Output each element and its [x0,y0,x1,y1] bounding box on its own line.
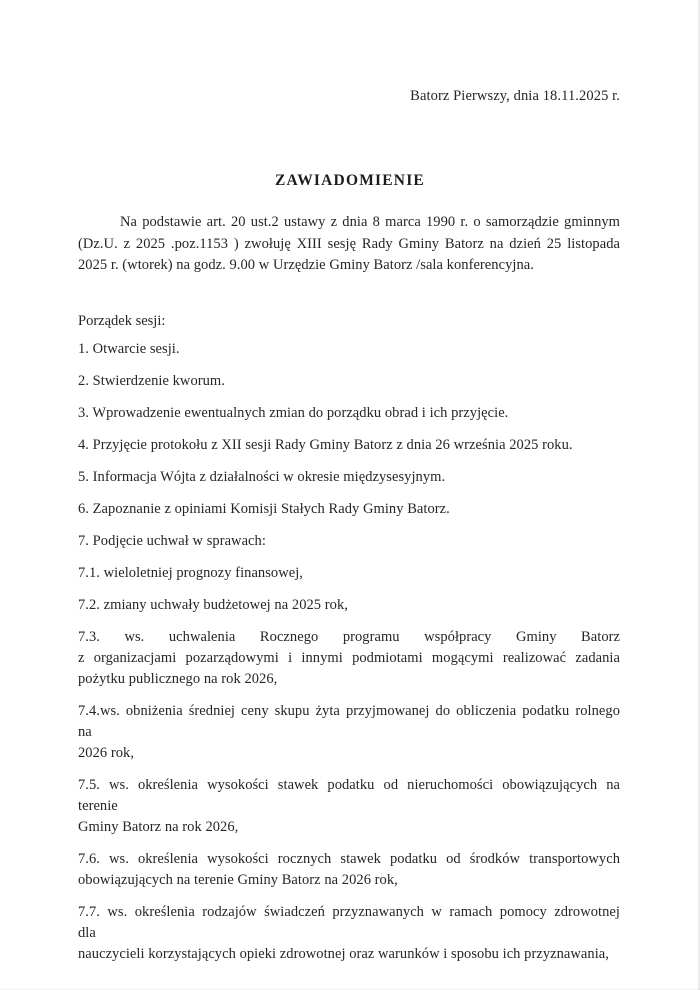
agenda-item: 4. Przyjęcie protokołu z XII sesji Rady Gminy Batorz z dnia 26 września 2025 roku. [78,437,573,453]
agenda-item [78,701,620,764]
agenda-item: 3. Wprowadzenie ewentualnych zmian do porządku obrad i ich przyjęcie. [78,405,509,421]
agenda-heading: Porządek sesji: [78,313,166,329]
agenda-item-line: nauczycieli korzystających opieki zdrowotnej oraz warunków i sposobu ich przyznawania, [78,946,609,962]
agenda-item-line: obowiązujących na terenie Gminy Batorz na 2026 rok, [78,872,398,888]
agenda-item-line: Gminy Batorz na rok 2026, [78,819,239,835]
agenda-item: 1. Otwarcie sesji. [78,341,180,357]
dateline: Batorz Pierwszy, dnia 18.11.2025 r. [410,88,620,104]
agenda-list [78,339,620,976]
agenda-item-line: 2026 rok, [78,745,135,761]
agenda-item [78,627,620,690]
agenda-item-line: 7.7. ws. określenia rodzajów świadczeń przyznawanych w ramach pomocy zdrowotnej dla [78,904,620,941]
agenda-item-line: 7.4.ws. obniżenia średniej ceny skupu żyta przyjmowanej do obliczenia podatku rolnego na [78,703,620,740]
agenda-item-line: z organizacjami pozarządowymi i innymi podmiotami mogącymi realizować zadania pożytku publicznego na rok 2026, [78,650,620,687]
agenda-item: 7.1. wieloletniej prognozy finansowej, [78,565,303,581]
agenda-item: 5. Informacja Wójta z działalności w okresie międzysesyjnym. [78,469,446,485]
agenda-item [78,849,620,891]
agenda-item-line: 7.5. ws. określenia wysokości stawek podatku od nieruchomości obowiązujących na terenie [78,777,620,814]
agenda-item-line: 7.6. ws. określenia wysokości rocznych stawek podatku od środków transportowych [78,851,620,867]
agenda-item: 6. Zapoznanie z opiniami Komisji Stałych Rady Gminy Batorz. [78,501,450,517]
agenda-item: 2. Stwierdzenie kworum. [78,373,225,389]
lead-paragraph: Na podstawie art. 20 ust.2 ustawy z dnia 8 marca 1990 r. o samorządzie gminnym (Dz.U. z 2025 .poz.1153 ) zwołuję XIII sesję Rady Gminy Batorz na dzień 25 listopada 2025 r. (wtorek) na godz. 9.00 w Urzędzie Gminy Batorz /sala konferencyjna. [78,214,620,273]
agenda-item: 7.2. zmiany uchwały budżetowej na 2025 rok, [78,597,348,613]
page-title: ZAWIADOMIENIE [275,172,425,189]
agenda-item [78,775,620,838]
agenda-item [78,902,620,965]
agenda-item: 7. Podjęcie uchwał w sprawach: [78,533,266,549]
agenda-item-line: 7.3. ws. uchwalenia Rocznego programu współpracy Gminy Batorz [78,629,620,645]
